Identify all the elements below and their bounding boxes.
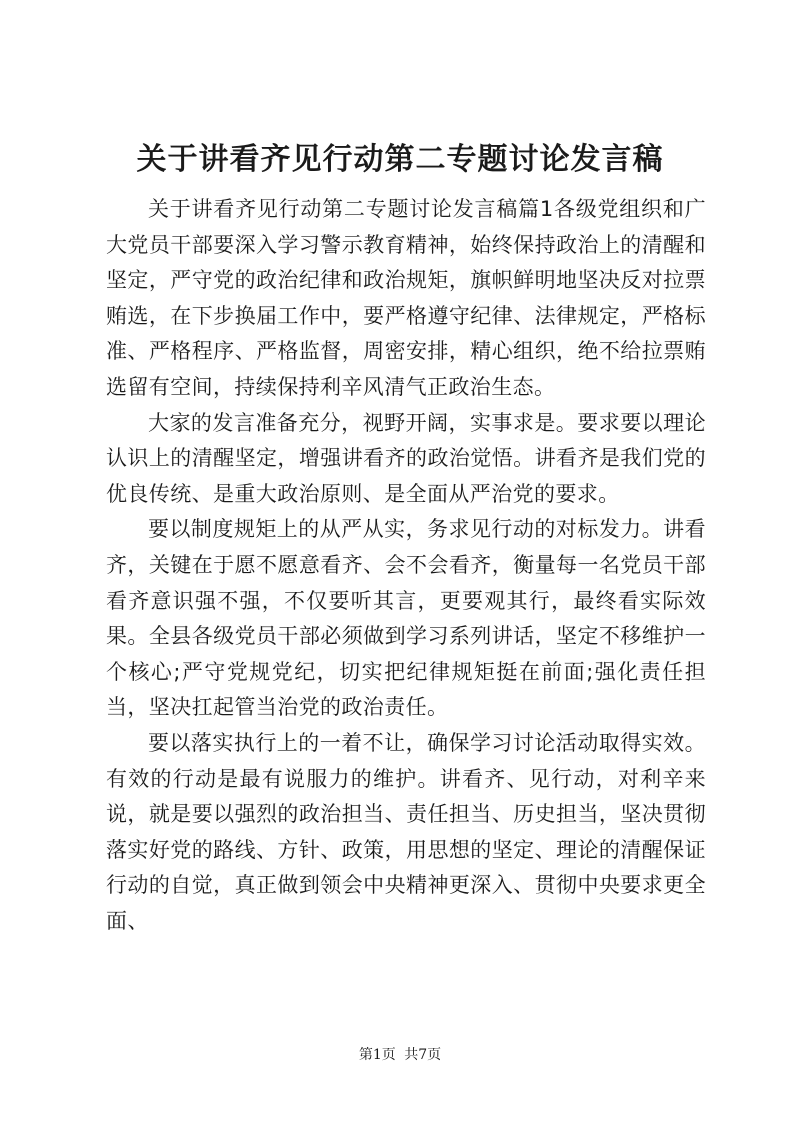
page-number-footer: 第1页 共7页 <box>358 1047 442 1063</box>
paragraph-4: 要以落实执行上的一着不让，确保学习讨论活动取得实效。有效的行动是最有说服力的维护。讲看齐、见行动，对利辛来说，就是要以强烈的政治担当、责任担当、历史担当，坚决贯彻落实好党的路线、方针、政策，用思想的坚定、理论的清醒保证行动的自觉，真正做到领会中央精神更深入、贯彻中央要求更全面、 <box>106 730 706 933</box>
paragraph-3: 要以制度规矩上的从严从实，务求见行动的对标发力。讲看齐，关键在于愿不愿意看齐、会不会看齐，衡量每一名党员干部看齐意识强不强，不仅要听其言，更要观其行，最终看实际效果。全县各级党员干部必须做到学习系列讲话，坚定不移维护一个核心;严守党规党纪，切实把纪律规矩挺在前面;强化责任担当，坚决扛起管当治党的政治责任。 <box>106 517 706 720</box>
document-body <box>106 192 706 939</box>
paragraph-2: 大家的发言准备充分，视野开阔，实事求是。要求要以理论认识上的清醒坚定，增强讲看齐的政治觉悟。讲看齐是我们党的优良传统、是重大政治原则、是全面从严治党的要求。 <box>106 410 706 506</box>
document-title: 关于讲看齐见行动第二专题讨论发言稿 <box>136 142 664 177</box>
paragraph-1: 关于讲看齐见行动第二专题讨论发言稿篇1各级党组织和广大党员干部要深入学习警示教育精神，始终保持政治上的清醒和坚定，严守党的政治纪律和政治规矩，旗帜鲜明地坚决反对拉票贿选，在下步换届工作中，要严格遵守纪律、法律规定，严格标准、严格程序、严格监督，周密安排，精心组织，绝不给拉票贿选留有空间，持续保持利辛风清气正政治生态。 <box>106 197 706 399</box>
